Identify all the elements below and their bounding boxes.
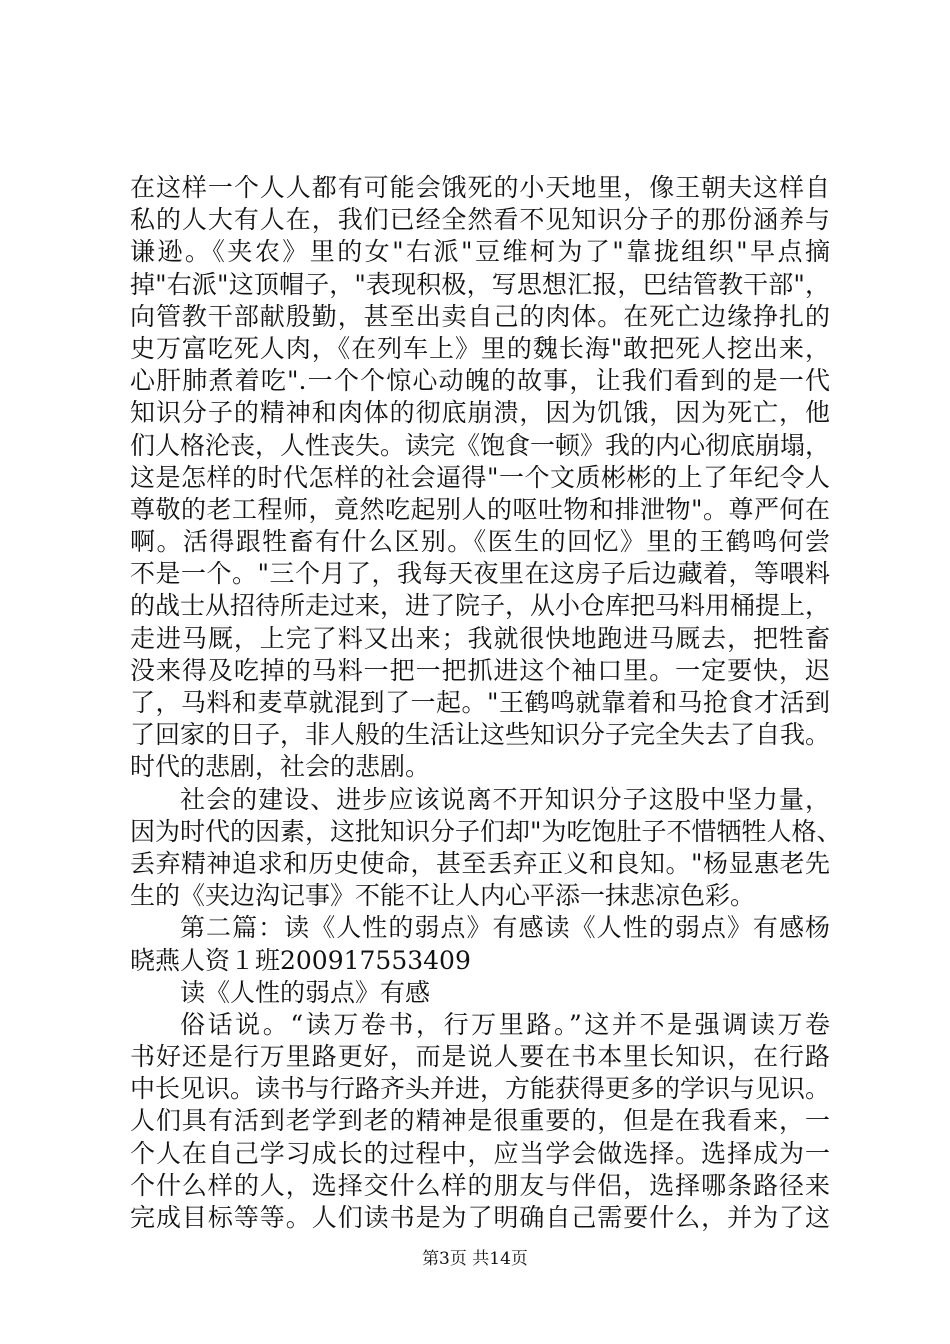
- section-heading-line: 第二篇：读《人性的弱点》有感读《人性的弱点》有感杨: [180, 913, 830, 943]
- text-line: 心肝肺煮着吃".一个个惊心动魄的故事，让我们看到的是一代: [130, 366, 830, 396]
- text-line: 社会的建设、进步应该说离不开知识分子这股中坚力量，: [180, 784, 830, 814]
- section-heading-line: 晓燕人资１班200917553409: [130, 945, 471, 975]
- article-title: 读《人性的弱点》有感: [180, 977, 431, 1007]
- text-line: 私的人大有人在，我们已经全然看不见知识分子的那份涵养与: [130, 205, 830, 235]
- text-line: 个人在自己学习成长的过程中，应当学会做选择。选择成为一: [130, 1138, 830, 1168]
- text-line: 生的《夹边沟记事》不能不让人内心平添一抹悲凉色彩。: [130, 881, 756, 911]
- text-line: 谦逊。《夹农》里的女"右派"豆维柯为了"靠拢组织"早点摘: [130, 237, 830, 267]
- text-line: 俗话说。“读万卷书，行万里路。”这并不是强调读万卷: [180, 1009, 830, 1039]
- text-line: 不是一个。"三个月了，我每天夜里在这房子后边藏着，等喂料: [130, 559, 830, 589]
- page-footer: [0, 1244, 950, 1269]
- text-line: 们人格沦丧，人性丧失。读完《饱食一顿》我的内心彻底崩塌，: [130, 430, 831, 460]
- text-line: 没来得及吃掉的马料一把一把抓进这个袖口里。一定要快，迟: [130, 655, 830, 685]
- text-line: 走进马厩，上完了料又出来；我就很快地跑进马厩去，把牲畜: [130, 623, 830, 653]
- text-line: 个什么样的人，选择交什么样的朋友与伴侣，选择哪条路径来: [130, 1170, 830, 1200]
- text-line: 啊。活得跟牲畜有什么区别。《医生的回忆》里的王鹤鸣何尝: [130, 527, 830, 557]
- text-line: 掉"右派"这顶帽子，"表现积极，写思想汇报，巴结管教干部"，: [130, 269, 830, 299]
- text-line: 丢弃精神追求和历史使命，甚至丢弃正义和良知。"杨显惠老先: [130, 848, 830, 878]
- text-line: 这是怎样的时代怎样的社会逼得"一个文质彬彬的上了年纪令人: [130, 462, 830, 492]
- text-line: 的战士从招待所走过来，进了院子，从小仓库把马料用桶提上，: [130, 591, 831, 621]
- text-line: 史万富吃死人肉，《在列车上》里的魏长海"敢把死人挖出来，: [130, 333, 830, 363]
- text-line: 书好还是行万里路更好，而是说人要在书本里长知识，在行路: [130, 1042, 830, 1072]
- text-line: 了，马料和麦草就混到了一起。"王鹤鸣就靠着和马抢食才活到: [130, 688, 830, 717]
- text-line: 向管教干部献殷勤，甚至出卖自己的肉体。在死亡边缘挣扎的: [130, 301, 830, 331]
- text-line: 了回家的日子，非人般的生活让这些知识分子完全失去了自我。: [130, 720, 831, 750]
- text-line: 中长见识。读书与行路齐头并进，方能获得更多的学识与见识。: [130, 1074, 831, 1104]
- text-line: 完成目标等等。人们读书是为了明确自己需要什么，并为了这: [130, 1203, 830, 1232]
- text-line: 时代的悲剧，社会的悲剧。: [130, 752, 431, 782]
- text-line: 在这样一个人人都有可能会饿死的小天地里，像王朝夫这样自: [130, 173, 830, 202]
- text-line: 因为时代的因素，这批知识分子们却"为吃饱肚子不惜牺牲人格、: [130, 816, 842, 846]
- page-number-label: 第3页 共14页: [422, 1249, 528, 1269]
- document-body: [130, 172, 842, 1234]
- text-line: 尊敬的老工程师，竟然吃起别人的呕吐物和排泄物"。尊严何在: [130, 494, 830, 524]
- text-line: 人们具有活到老学到老的精神是很重要的，但是在我看来，一: [130, 1106, 830, 1136]
- text-line: 知识分子的精神和肉体的彻底崩溃，因为饥饿，因为死亡，他: [130, 398, 830, 428]
